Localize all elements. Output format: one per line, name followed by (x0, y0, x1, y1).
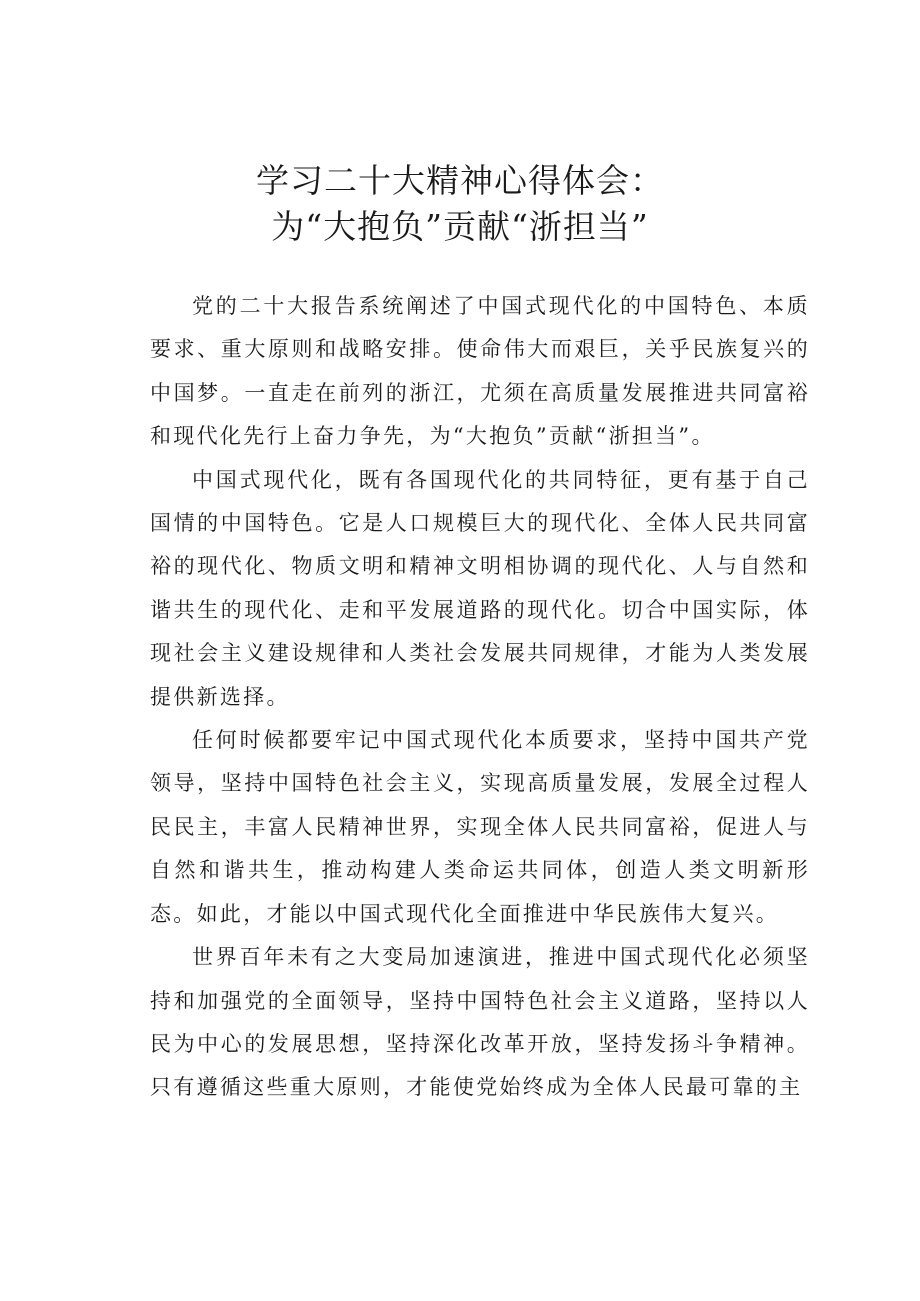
title-line-2: 为“大抱负”贡献“浙担当” (271, 207, 649, 246)
paragraph-2: 中国式现代化，既有各国现代化的共同特征，更有基于自己国情的中国特色。它是人口规模巨大的现代化、全体人民共同富裕的现代化、物质文明和精神文明相协调的现代化、人与自然和谐共生的现代化、走和平发展道路的现代化。切合中国实际，体现社会主义建设规律和人类社会发展共同规律，才能为人类发展提供新选择。 (150, 467, 810, 709)
document-title (0, 158, 920, 250)
paragraph-4: 世界百年未有之大变局加速演进，推进中国式现代化必须坚持和加强党的全面领导，坚持中国特色社会主义道路，坚持以人民为中心的发展思想，坚持深化改革开放，坚持发扬斗争精神。只有遵循这些重大原则，才能使党始终成为全体人民最可靠的主 (150, 945, 810, 1100)
document-body (150, 285, 810, 1110)
paragraph-1: 党的二十大报告系统阐述了中国式现代化的中国特色、本质要求、重大原则和战略安排。使命伟大而艰巨，关乎民族复兴的中国梦。一直走在前列的浙江，尤须在高质量发展推进共同富裕和现代化先行上奋力争先，为“大抱负”贡献“浙担当”。 (150, 294, 810, 449)
title-line-1: 学习二十大精神心得体会： (256, 161, 664, 200)
paragraph-3: 任何时候都要牢记中国式现代化本质要求，坚持中国共产党领导，坚持中国特色社会主义，实现高质量发展，发展全过程人民民主，丰富人民精神世界，实现全体人民共同富裕，促进人与自然和谐共生，推动构建人类命运共同体，创造人类文明新形态。如此，才能以中国式现代化全面推进中华民族伟大复兴。 (150, 728, 810, 926)
